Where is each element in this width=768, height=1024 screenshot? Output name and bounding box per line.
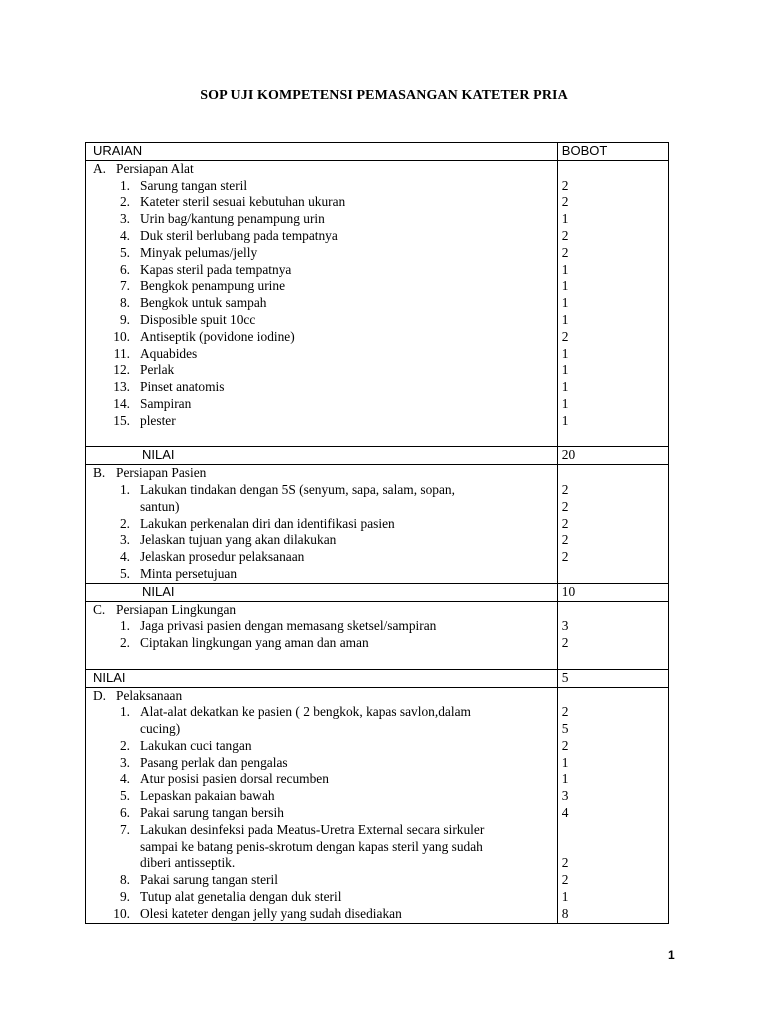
item-number: 7. xyxy=(119,278,130,294)
item-text: plester xyxy=(140,412,176,428)
bobot-cell xyxy=(557,465,668,584)
item-text: diberi antisseptik. xyxy=(140,855,236,871)
item-text: Lepaskan pakaian bawah xyxy=(140,788,275,804)
nilai-value-cell xyxy=(557,447,668,465)
list-item xyxy=(86,362,557,379)
weight-value: 1 xyxy=(561,412,569,428)
list-item xyxy=(86,549,557,566)
item-text: Minta persetujuan xyxy=(140,565,238,581)
item-number: 1. xyxy=(119,481,130,497)
item-text: santun) xyxy=(140,498,180,514)
item-number: 10. xyxy=(113,905,130,921)
nilai-label: NILAI xyxy=(142,583,175,599)
list-item xyxy=(86,228,557,245)
uraian-cell xyxy=(86,465,558,584)
weight-value: 1 xyxy=(561,754,569,770)
list-item xyxy=(86,482,557,499)
weight-value: 1 xyxy=(561,379,569,395)
list-item xyxy=(86,788,557,805)
item-number: 5. xyxy=(119,244,130,260)
section-title: Persiapan Lingkungan xyxy=(116,601,237,617)
weight-value xyxy=(558,465,668,482)
list-item xyxy=(86,346,557,363)
item-text: Jaga privasi pasien dengan memasang sketsel/sampiran xyxy=(140,618,437,634)
weight-value: 2 xyxy=(561,177,569,193)
uraian-cell xyxy=(86,601,558,669)
weight-value: 1 xyxy=(561,362,569,378)
item-number: 8. xyxy=(119,872,130,888)
item-number: 3. xyxy=(119,532,130,548)
item-text: Kateter steril sesuai kebutuhan ukuran xyxy=(140,194,346,210)
list-item-continuation xyxy=(86,721,557,738)
bobot-cell xyxy=(557,601,668,669)
item-number: 4. xyxy=(119,227,130,243)
item-text: Bengkok untuk sampah xyxy=(140,295,267,311)
item-number: 10. xyxy=(113,328,130,344)
list-item xyxy=(86,566,557,583)
weight-value: 1 xyxy=(561,278,569,294)
item-text: Perlak xyxy=(140,362,175,378)
weight-value xyxy=(558,822,668,839)
weight-value: 1 xyxy=(561,211,569,227)
section-row xyxy=(86,160,669,447)
section-letter: C. xyxy=(93,601,106,617)
weight-value: 1 xyxy=(561,395,569,411)
nilai-value: 10 xyxy=(561,583,576,599)
item-number: 12. xyxy=(113,362,130,378)
section-heading xyxy=(86,602,557,619)
nilai-value-cell xyxy=(557,583,668,601)
item-number: 15. xyxy=(113,412,130,428)
weight-value: 2 xyxy=(561,498,569,514)
item-text: Pakai sarung tangan steril xyxy=(140,872,278,888)
list-item xyxy=(86,262,557,279)
weight-value xyxy=(558,652,668,669)
nilai-row xyxy=(86,669,669,687)
list-item-continuation xyxy=(86,839,557,856)
item-number: 9. xyxy=(119,889,130,905)
item-number: 5. xyxy=(119,565,130,581)
item-text: Sarung tangan steril xyxy=(140,177,248,193)
weight-value: 2 xyxy=(561,227,569,243)
weight-value: 2 xyxy=(561,704,569,720)
uraian-cell xyxy=(86,687,558,923)
weight-value: 2 xyxy=(561,328,569,344)
weight-value: 2 xyxy=(561,549,569,565)
weight-value xyxy=(558,602,668,619)
item-text: Tutup alat genetalia dengan duk steril xyxy=(140,889,342,905)
nilai-value-cell xyxy=(557,669,668,687)
item-text: Disposible spuit 10cc xyxy=(140,311,256,327)
list-item xyxy=(86,312,557,329)
item-text: Pinset anatomis xyxy=(140,379,225,395)
list-item xyxy=(86,618,557,635)
item-number: 7. xyxy=(119,821,130,837)
item-text: sampai ke batang penis-skrotum dengan kapas steril yang sudah xyxy=(140,838,483,854)
weight-value: 2 xyxy=(561,515,569,531)
bobot-cell xyxy=(557,160,668,447)
weight-value xyxy=(558,566,668,583)
weight-value xyxy=(558,839,668,856)
list-item-continuation xyxy=(86,855,557,872)
item-text: Jelaskan prosedur pelaksanaan xyxy=(140,549,305,565)
weight-value: 1 xyxy=(561,345,569,361)
item-number: 13. xyxy=(113,379,130,395)
section-letter: D. xyxy=(93,687,107,703)
document-title: SOP UJI KOMPETENSI PEMASANGAN KATETER PRIA xyxy=(200,88,568,103)
list-item xyxy=(86,906,557,923)
list-item xyxy=(86,889,557,906)
weight-value: 2 xyxy=(561,532,569,548)
list-item xyxy=(86,379,557,396)
item-text: Antiseptik (povidone iodine) xyxy=(140,328,295,344)
item-number: 14. xyxy=(113,395,130,411)
weight-value: 1 xyxy=(561,311,569,327)
item-text: Atur posisi pasien dorsal recumben xyxy=(140,771,329,787)
item-text: cucing) xyxy=(140,721,181,737)
item-number: 5. xyxy=(119,788,130,804)
item-number: 2. xyxy=(119,194,130,210)
item-number: 2. xyxy=(119,635,130,651)
item-number: 9. xyxy=(119,311,130,327)
section-row xyxy=(86,465,669,584)
item-text: Kapas steril pada tempatnya xyxy=(140,261,292,277)
list-item xyxy=(86,278,557,295)
weight-value: 3 xyxy=(561,788,569,804)
section-row xyxy=(86,687,669,923)
header-bobot: BOBOT xyxy=(561,143,608,158)
item-text: Lakukan tindakan dengan 5S (senyum, sapa, salam, sopan, xyxy=(140,481,455,497)
uraian-cell xyxy=(86,160,558,447)
section-heading xyxy=(86,465,557,482)
list-item xyxy=(86,413,557,430)
item-text: Pasang perlak dan pengalas xyxy=(140,754,288,770)
item-text: Urin bag/kantung penampung urin xyxy=(140,211,325,227)
header-bobot-cell xyxy=(557,143,668,161)
weight-value: 2 xyxy=(561,635,569,651)
weight-value: 1 xyxy=(561,295,569,311)
item-text: Sampiran xyxy=(140,395,192,411)
nilai-row xyxy=(86,447,669,465)
weight-value: 1 xyxy=(561,261,569,277)
item-number: 1. xyxy=(119,177,130,193)
weight-value: 1 xyxy=(561,889,569,905)
section-row xyxy=(86,601,669,669)
blank-line xyxy=(86,652,557,669)
bobot-cell xyxy=(557,687,668,923)
list-item-continuation xyxy=(86,499,557,516)
weight-value: 4 xyxy=(561,805,569,821)
item-text: Ciptakan lingkungan yang aman dan aman xyxy=(140,635,369,651)
blank-line xyxy=(86,430,557,447)
item-number: 8. xyxy=(119,295,130,311)
list-item xyxy=(86,635,557,652)
item-text: Aquabides xyxy=(140,345,198,361)
list-item xyxy=(86,704,557,721)
item-number: 3. xyxy=(119,211,130,227)
nilai-row xyxy=(86,583,669,601)
weight-value xyxy=(558,430,668,447)
list-item xyxy=(86,822,557,839)
item-text: Lakukan cuci tangan xyxy=(140,737,252,753)
item-number: 2. xyxy=(119,737,130,753)
weight-value: 2 xyxy=(561,872,569,888)
page-number: 1 xyxy=(668,948,675,962)
item-text: Duk steril berlubang pada tempatnya xyxy=(140,227,338,243)
weight-value: 2 xyxy=(561,855,569,871)
section-title: Persiapan Alat xyxy=(116,160,194,176)
item-number: 6. xyxy=(119,261,130,277)
weight-value: 8 xyxy=(561,905,569,921)
list-item xyxy=(86,516,557,533)
weight-value: 3 xyxy=(561,618,569,634)
list-item xyxy=(86,872,557,889)
list-item xyxy=(86,805,557,822)
section-title: Persiapan Pasien xyxy=(116,465,207,481)
item-text: Bengkok penampung urine xyxy=(140,278,286,294)
header-uraian-cell xyxy=(86,143,558,161)
list-item xyxy=(86,771,557,788)
item-number: 11. xyxy=(113,345,130,361)
section-letter: B. xyxy=(93,465,106,481)
section-letter: A. xyxy=(93,160,107,176)
weight-value: 2 xyxy=(561,737,569,753)
nilai-label-cell xyxy=(86,447,558,465)
weight-value xyxy=(558,161,668,178)
weight-value xyxy=(558,688,668,705)
item-text: Alat-alat dekatkan ke pasien ( 2 bengkok, kapas savlon,dalam xyxy=(140,704,471,720)
weight-value: 2 xyxy=(561,481,569,497)
list-item xyxy=(86,329,557,346)
item-number: 1. xyxy=(119,704,130,720)
weight-value: 2 xyxy=(561,244,569,260)
list-item xyxy=(86,755,557,772)
nilai-value: 5 xyxy=(561,669,569,685)
section-title: Pelaksanaan xyxy=(116,687,183,703)
weight-value: 5 xyxy=(561,721,569,737)
item-text: Jelaskan tujuan yang akan dilakukan xyxy=(140,532,337,548)
section-heading xyxy=(86,688,557,705)
item-text: Olesi kateter dengan jelly yang sudah disediakan xyxy=(140,905,402,921)
nilai-label-cell xyxy=(86,669,558,687)
table-header-row xyxy=(86,143,669,161)
item-number: 1. xyxy=(119,618,130,634)
item-number: 4. xyxy=(119,771,130,787)
list-item xyxy=(86,738,557,755)
nilai-label-cell xyxy=(86,583,558,601)
item-text: Minyak pelumas/jelly xyxy=(140,244,258,260)
list-item xyxy=(86,178,557,195)
item-text: Pakai sarung tangan bersih xyxy=(140,805,284,821)
list-item xyxy=(86,211,557,228)
list-item xyxy=(86,396,557,413)
weight-value: 1 xyxy=(561,771,569,787)
item-number: 6. xyxy=(119,805,130,821)
item-text: Lakukan perkenalan diri dan identifikasi pasien xyxy=(140,515,395,531)
item-text: Lakukan desinfeksi pada Meatus-Uretra External secara sirkuler xyxy=(140,821,485,837)
sop-table xyxy=(85,142,669,924)
nilai-label: NILAI xyxy=(142,447,175,463)
item-number: 4. xyxy=(119,549,130,565)
list-item xyxy=(86,245,557,262)
item-number: 3. xyxy=(119,754,130,770)
list-item xyxy=(86,295,557,312)
nilai-value: 20 xyxy=(561,447,576,463)
nilai-label: NILAI xyxy=(93,669,126,685)
header-uraian: URAIAN xyxy=(93,143,143,158)
section-heading xyxy=(86,161,557,178)
list-item xyxy=(86,532,557,549)
item-number: 2. xyxy=(119,515,130,531)
weight-value: 2 xyxy=(561,194,569,210)
list-item xyxy=(86,194,557,211)
